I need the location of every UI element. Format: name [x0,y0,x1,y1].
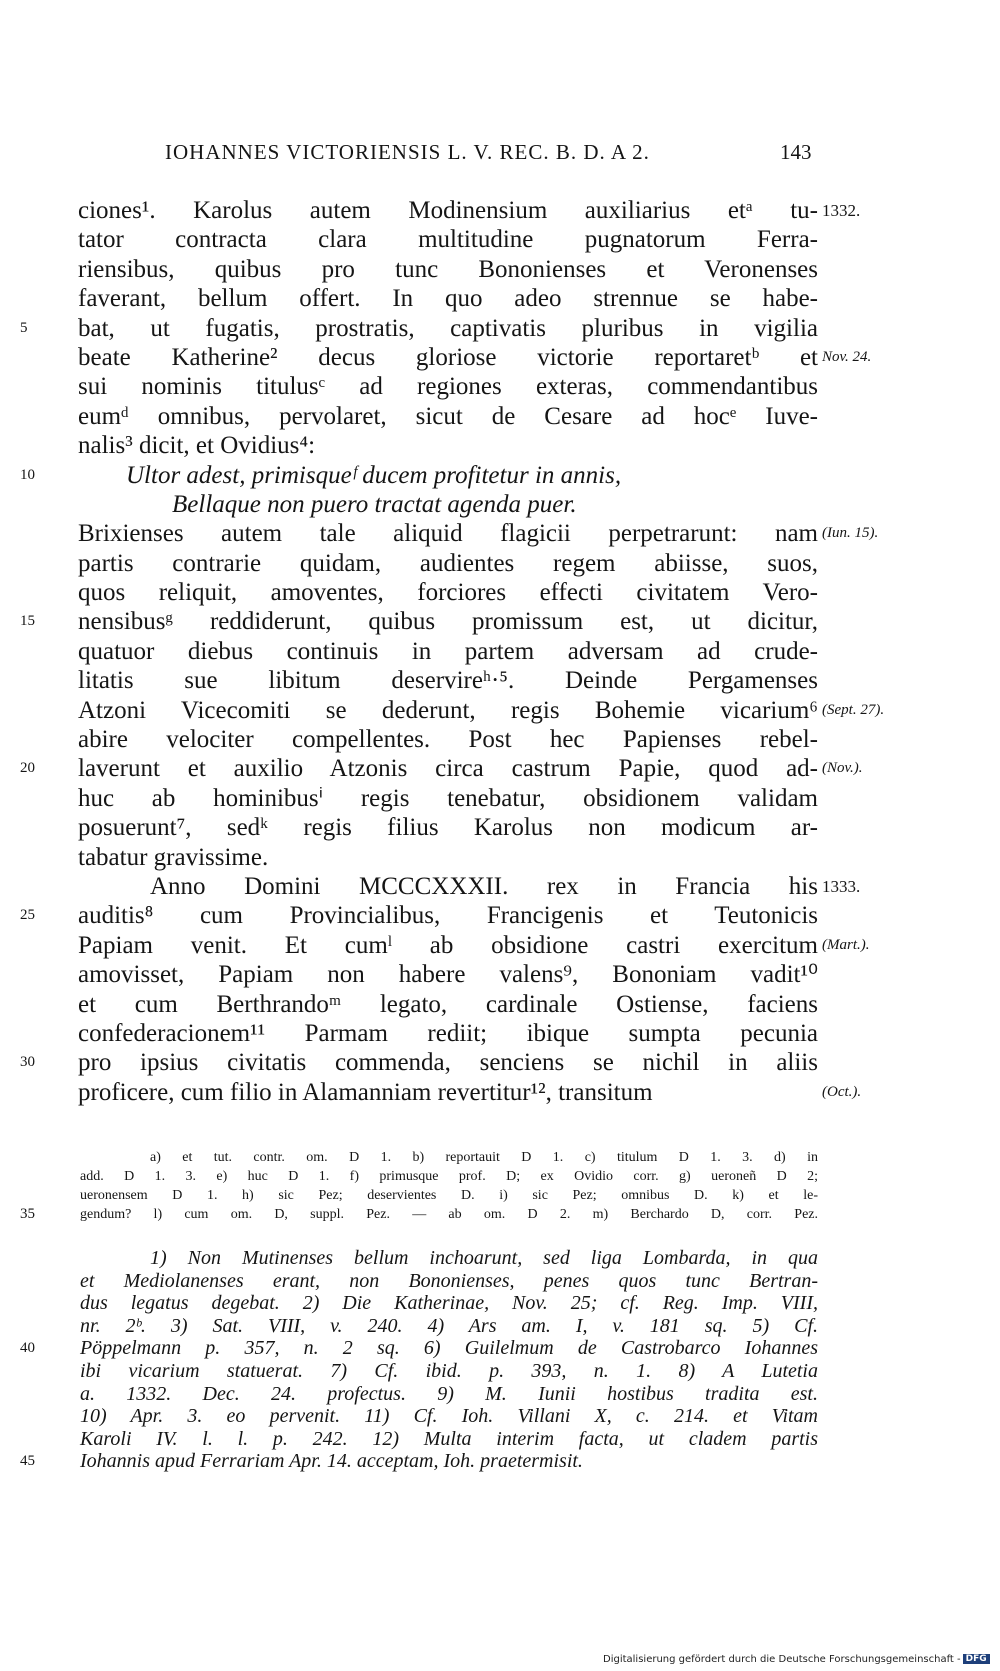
text-line [0,225,1000,254]
line-text: ciones¹. Karolus autem Modinensium auxiliarius etᵃ tu- [78,197,818,224]
text-line [0,549,1000,578]
line-text: Anno Domini MCCCXXXII. rex in Francia his [150,872,818,900]
line-text: Bellaque non puero tractat agenda puer. [172,490,577,518]
text-line [0,343,1000,372]
running-title: IOHANNES VICTORIENSIS L. V. REC. B. D. A 2. [165,140,650,164]
funding-text: Digitalisierung gefördert durch die Deutsche Forschungsgemeinschaft - [603,1654,961,1665]
text-line [0,607,1000,636]
apparatus-text: ueronensem D 1. h) sic Pez; deservientes D. i) sic Pez; omnibus D. k) et le- [80,1188,818,1203]
footnote-line [0,1405,1000,1428]
line-text: tabatur gravissime. [78,843,269,871]
text-line [0,255,1000,284]
footnote-text: dus legatus degebat. 2) Die Katherinae, Nov. 25; cf. Reg. Imp. VIII, [80,1292,818,1315]
footnote-line [0,1247,1000,1270]
margin-date: (Sept. 27). [822,701,885,718]
text-line [0,666,1000,695]
text-line [0,960,1000,989]
footnote-line [0,1292,1000,1315]
text-line [0,372,1000,401]
margin-date: Nov. 24. [822,348,872,365]
line-text: sui nominis titulusᶜ ad regiones exteras, commendantibus [78,373,818,401]
text-line [0,402,1000,431]
line-number: 20 [20,760,35,777]
footnote-text: 10) Apr. 3. eo pervenit. 11) Cf. Ioh. Villani X, c. 214. et Vitam [80,1405,818,1428]
footnote-text: Iohannis apud Ferrariam Apr. 14. acceptam, Ioh. praetermisit. [80,1450,583,1473]
line-text: litatis sue libitum deservireʰ·⁵. Deinde Pergamenses [78,667,818,695]
text-line [0,461,1000,490]
text-line [0,431,1000,460]
line-text: abire velociter compellentes. Post hec Papienses rebel- [78,726,818,754]
footnote-text: Pöppelmann p. 357, n. 2 sq. 6) Guilelmum de Castrobarco Iohannes [80,1337,818,1360]
margin-date: 1332. [822,201,861,220]
line-text: nensibusᵍ reddiderunt, quibus promissum est, ut dicitur, [78,608,818,636]
line-number: 15 [20,613,35,630]
line-text: faverant, bellum offert. In quo adeo strennue se habe- [78,285,818,313]
text-line [0,519,1000,548]
margin-date: (Oct.). [822,1083,862,1100]
footnote-line [0,1337,1000,1360]
line-text: et cum Berthrandoᵐ legato, cardinale Ostiense, faciens [78,990,818,1018]
apparatus-line [0,1148,1000,1167]
text-line [0,696,1000,725]
line-text: proficere, cum filio in Alamanniam revertitur¹², transitum [78,1078,653,1106]
text-line [0,901,1000,930]
text-line [0,784,1000,813]
text-line [0,196,1000,225]
line-text: amovisset, Papiam non habere valens⁹, Bononiam vadit¹⁰ [78,961,818,989]
apparatus-line [0,1186,1000,1205]
line-text: laverunt et auxilio Atzonis circa castrum Papie, quod ad- [78,755,818,783]
line-text: partis contrarie quidam, audientes regem abiisse, suos, [78,549,818,577]
footnote-line [0,1428,1000,1451]
footnote-text: nr. 2ᵇ. 3) Sat. VIII, v. 240. 4) Ars am. I, v. 181 sq. 5) Cf. [80,1314,818,1337]
text-line [0,1019,1000,1048]
line-number: 40 [20,1340,35,1357]
line-text: Brixienses autem tale aliquid flagicii perpetrarunt: nam [78,520,818,548]
main-text [0,196,1000,1107]
line-number: 25 [20,907,35,924]
footnote-line [0,1270,1000,1293]
line-text: bat, ut fugatis, prostratis, captivatis pluribus in vigilia [78,314,818,342]
apparatus-line [0,1167,1000,1186]
footnote-line [0,1315,1000,1338]
line-text: Ultor adest, primisqueᶠ ducem profitetur in annis, [126,461,622,489]
footnote-line [0,1450,1000,1473]
margin-date: (Iun. 15). [822,525,879,542]
line-number: 10 [20,466,35,483]
footnote-text: et Mediolanenses erant, non Bononienses, penes quos tunc Bertran- [80,1269,818,1292]
apparatus-line [0,1205,1000,1224]
page-number: 143 [780,140,812,164]
apparatus-text: add. D 1. 3. e) huc D 1. f) primusque prof. D; ex Ovidio corr. g) ueroneñ D 2; [80,1169,818,1184]
text-line [0,843,1000,872]
text-line [0,490,1000,519]
line-text: quatuor diebus continuis in partem adversam ad crude- [78,637,818,665]
footnote-text: ibi vicarium statuerat. 7) Cf. ibid. p. 393, n. 1. 8) A Lutetia [80,1359,818,1382]
text-line [0,1078,1000,1107]
critical-apparatus [0,1148,1000,1224]
running-header [0,140,1000,170]
line-text: nalis³ dicit, et Ovidius⁴: [78,432,316,460]
footnote-text: Karoli IV. l. l. p. 242. 12) Multa interim facta, ut cladem partis [80,1427,818,1450]
dfg-logo: DFG [963,1654,990,1664]
line-number: 35 [20,1206,35,1222]
funding-notice [603,1654,990,1665]
line-text: pro ipsius civitatis commenda, senciens se nichil in aliis [78,1049,818,1077]
line-text: posuerunt⁷, sedᵏ regis filius Karolus non modicum ar- [78,814,818,842]
apparatus-text: gendum? l) cum om. D, suppl. Pez. — ab om. D 2. m) Berchardo D, corr. Pez. [80,1207,818,1222]
text-line [0,578,1000,607]
margin-date: (Nov.). [822,760,863,777]
margin-date: 1333. [822,876,861,896]
line-text: auditis⁸ cum Provincialibus, Francigenis et Teutonicis [78,902,818,930]
line-text: beate Katherine² decus gloriose victorie reportaretᵇ et [78,343,818,371]
footnote-text: 1) Non Mutinenses bellum inchoarunt, sed liga Lombarda, in qua [150,1247,818,1269]
text-line [0,931,1000,960]
line-number: 30 [20,1054,35,1071]
apparatus-text: a) et tut. contr. om. D 1. b) reportauit D 1. c) titulum D 1. 3. d) in [150,1150,818,1165]
footnote-text: a. 1332. Dec. 24. profectus. 9) M. Iunii hostibus tradita est. [80,1382,818,1405]
text-line [0,754,1000,783]
text-line [0,314,1000,343]
text-line [0,284,1000,313]
text-line [0,725,1000,754]
text-line [0,1048,1000,1077]
text-line [0,637,1000,666]
text-line [0,872,1000,901]
footnote-line [0,1383,1000,1406]
line-text: Papiam venit. Et cumˡ ab obsidione castri exercitum [78,931,818,959]
line-text: huc ab hominibusⁱ regis tenebatur, obsidionem validam [78,784,818,812]
line-text: riensibus, quibus pro tunc Bononienses et Veronenses [78,255,818,283]
margin-date: (Mart.). [822,936,870,953]
line-text: eumᵈ omnibus, pervolaret, sicut de Cesare ad hocᵉ Iuve- [78,402,818,430]
footnotes [0,1247,1000,1473]
line-text: Atzoni Vicecomiti se dederunt, regis Bohemie vicarium⁶ [78,696,818,724]
text-line [0,990,1000,1019]
line-text: tator contracta clara multitudine pugnatorum Ferra- [78,226,818,254]
line-text: confederacionem¹¹ Parmam rediit; ibique sumpta pecunia [78,1019,818,1047]
line-number: 45 [20,1453,35,1470]
line-text: quos reliquit, amoventes, forciores effecti civitatem Vero- [78,579,818,607]
footnote-line [0,1360,1000,1383]
line-number: 5 [20,319,28,336]
text-line [0,813,1000,842]
